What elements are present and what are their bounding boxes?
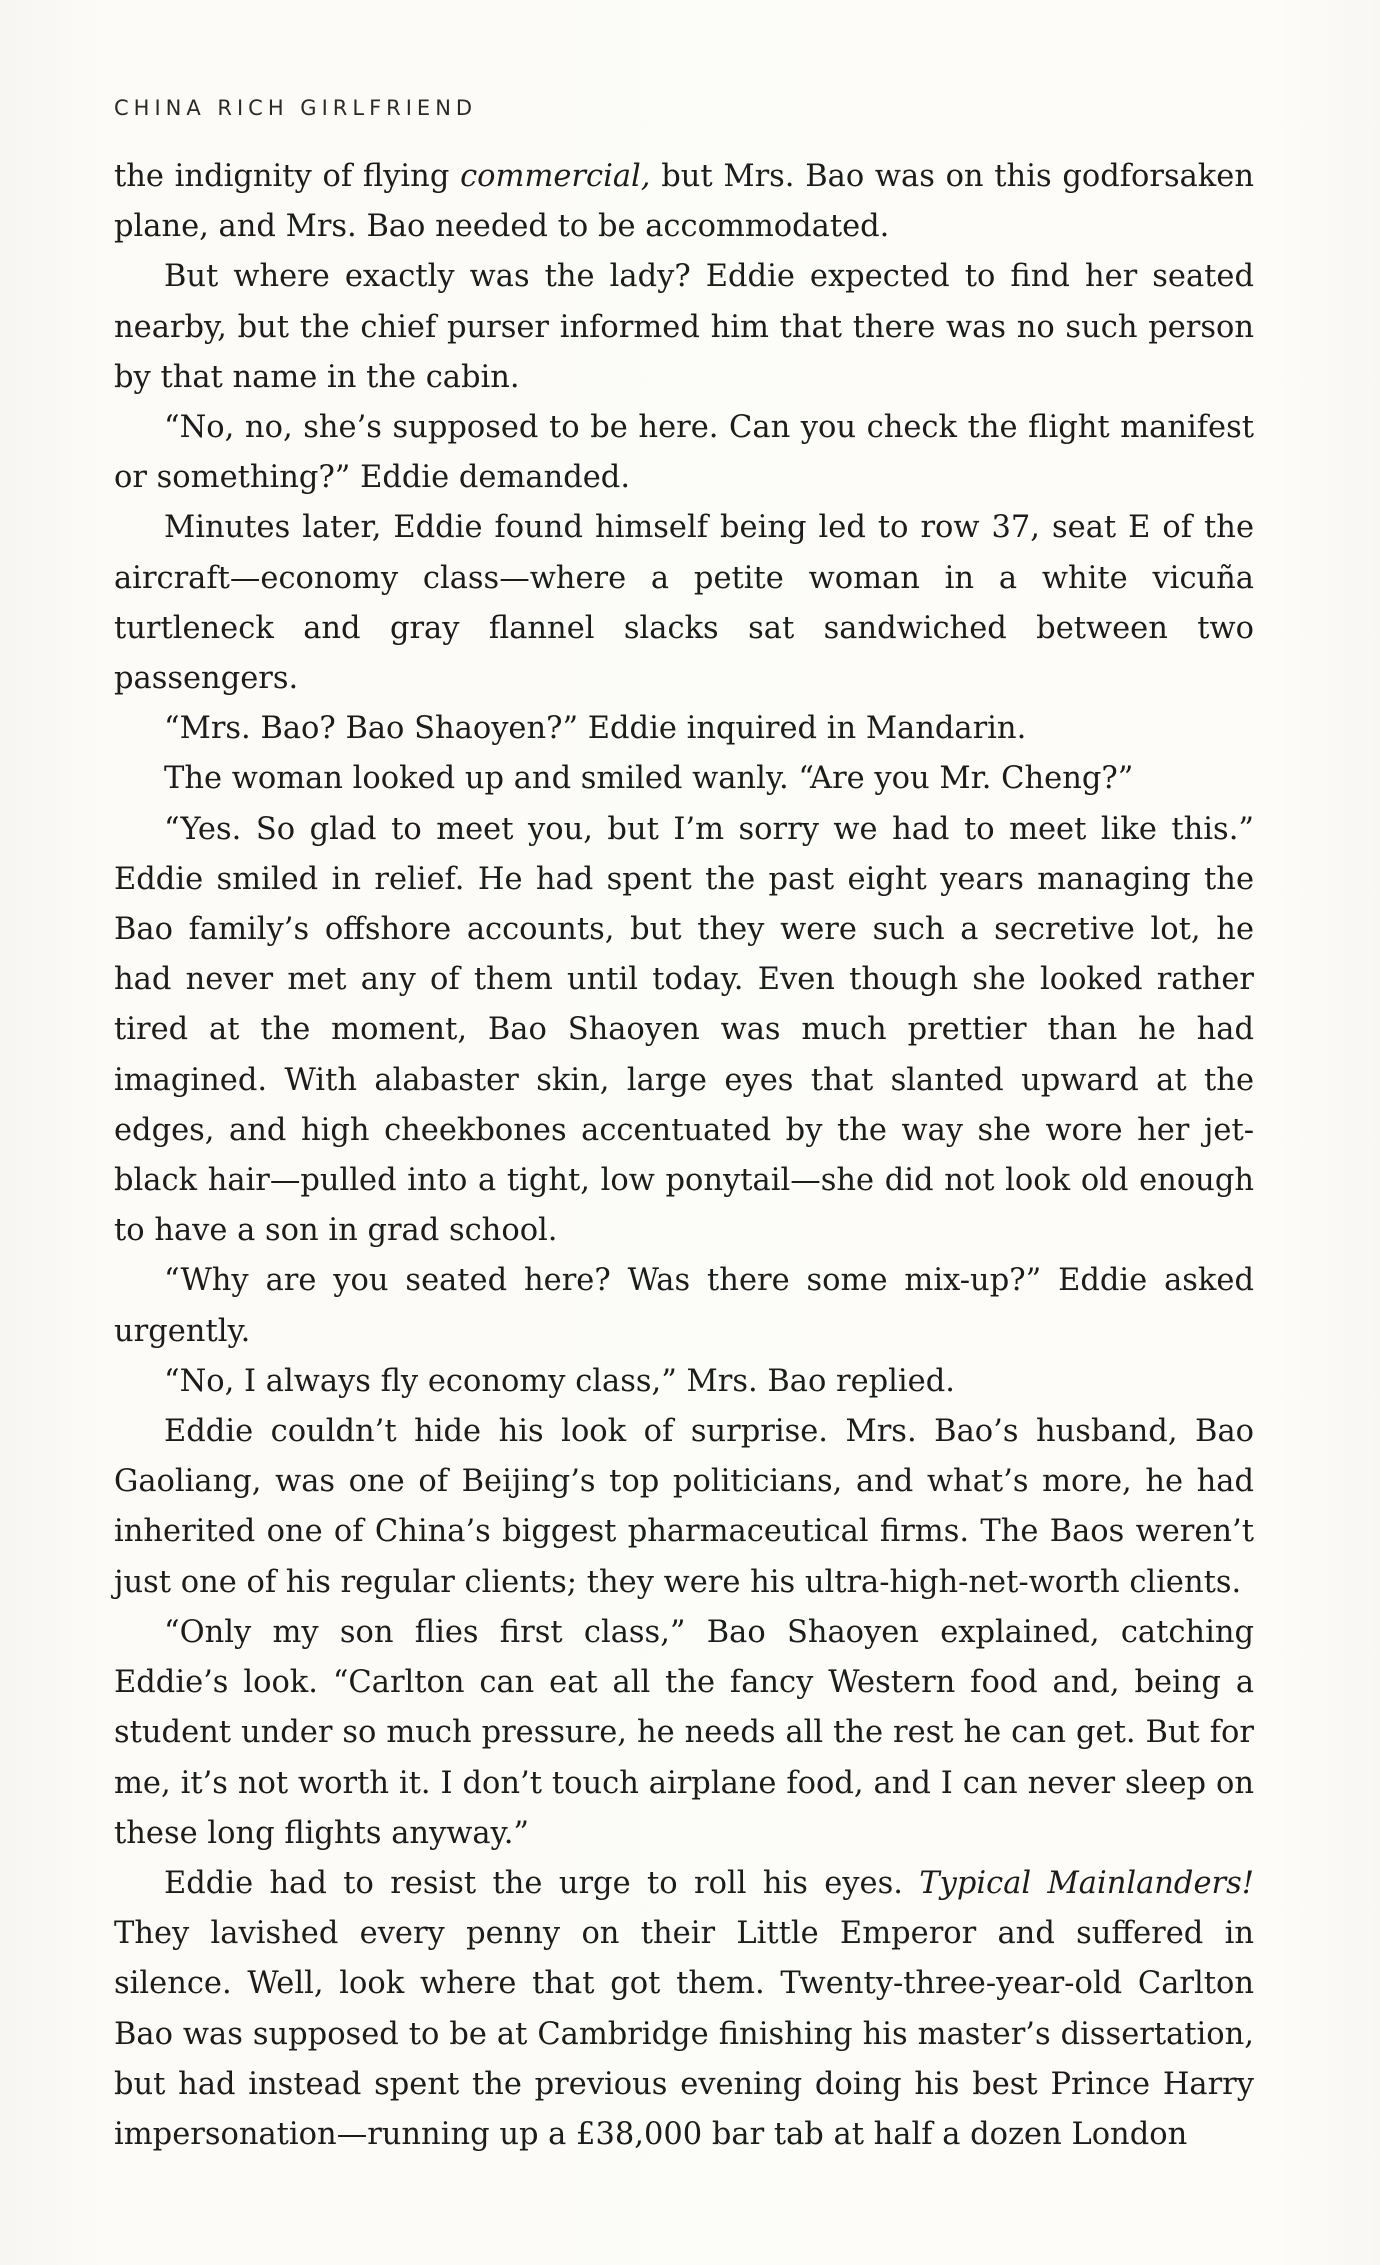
paragraph-8: “Why are you seated here? Was there some mix-up?” Eddie asked urgently. (114, 1263, 1254, 1349)
paragraph-12-text-a: Eddie had to resist the urge to roll his eyes. (164, 1865, 920, 1901)
paragraph-9: “No, I always fly economy class,” Mrs. Bao replied. (164, 1363, 955, 1399)
paragraph-1-emphasis: commercial, (460, 159, 651, 194)
paragraph-10: Eddie couldn’t hide his look of surprise. Mrs. Bao’s husband, Bao Gaoliang, was one of Beijing’s top politicians, and what’s more, he had inherited one of China’s biggest pharmaceutical firms. The Baos weren’t just one of his regular clients; they were his ultra-high-net-worth clients. (114, 1414, 1254, 1600)
paragraph-7: “Yes. So glad to meet you, but I’m sorry we had to meet like this.” Eddie smiled in relief. He had spent the past eight years managing the Bao family’s offshore accounts, but they were such a secretive lot, he had never met any of them until today. Even though she looked rather tired at the moment, Bao Shaoyen was much prettier than he had imagined. With alabaster skin, large eyes that slanted upward at the edges, and high cheekbones accentuated by the way she wore her jet-black hair—pulled into a tight, low ponytail—she did not look old enough to have a son in grad school. (114, 811, 1254, 1249)
paragraph-6: The woman looked up and smiled wanly. “Are you Mr. Cheng?” (164, 761, 1134, 797)
paragraph-4: Minutes later, Eddie found himself being led to row 37, seat E of the aircraft—economy class—where a petite woman in a white vicuña turtleneck and gray flannel slacks sat sandwiched between two passengers. (114, 510, 1254, 697)
paragraph-11: “Only my son flies first class,” Bao Shaoyen explained, catching Eddie’s look. “Carlton can eat all the fancy Western food and, being a student under so much pressure, he needs all the rest he can get. But for me, it’s not worth it. I don’t touch airplane food, and I can never sleep on these long flights anyway.” (114, 1614, 1254, 1851)
paragraph-12-emphasis: Typical Mainlanders! (919, 1865, 1254, 1901)
paragraph-5: “Mrs. Bao? Bao Shaoyen?” Eddie inquired in Mandarin. (164, 711, 1027, 747)
paragraph-3: “No, no, she’s supposed to be here. Can you check the flight manifest or something?” Eddie demanded. (114, 410, 1254, 496)
paragraph-2: But where exactly was the lady? Eddie expected to find her seated nearby, but the chief purser informed him that there was no such person by that name in the cabin. (114, 259, 1254, 395)
body-text (114, 152, 1254, 2160)
paragraph-1 (114, 152, 1254, 252)
paragraph-1-text-b: but Mrs. Bao was on this godforsaken plane, and Mrs. Bao needed to be accommodated. (114, 159, 1254, 245)
running-head: CHINA RICH GIRLFRIEND (114, 96, 478, 120)
paragraph-12 (114, 1859, 1254, 2160)
paragraph-1-text-a: the indignity of flying (114, 159, 461, 194)
paragraph-12-text-b: They lavished every penny on their Little Emperor and suffered in silence. Well, look where that got them. Twenty-three-year-old Carlton Bao was supposed to be at Cambridge finishing his master’s dissertation, but had instead spent the previous evening doing his best Prince Harry impersonation—running up a £38,000 bar tab at half a dozen London (114, 1916, 1254, 2152)
